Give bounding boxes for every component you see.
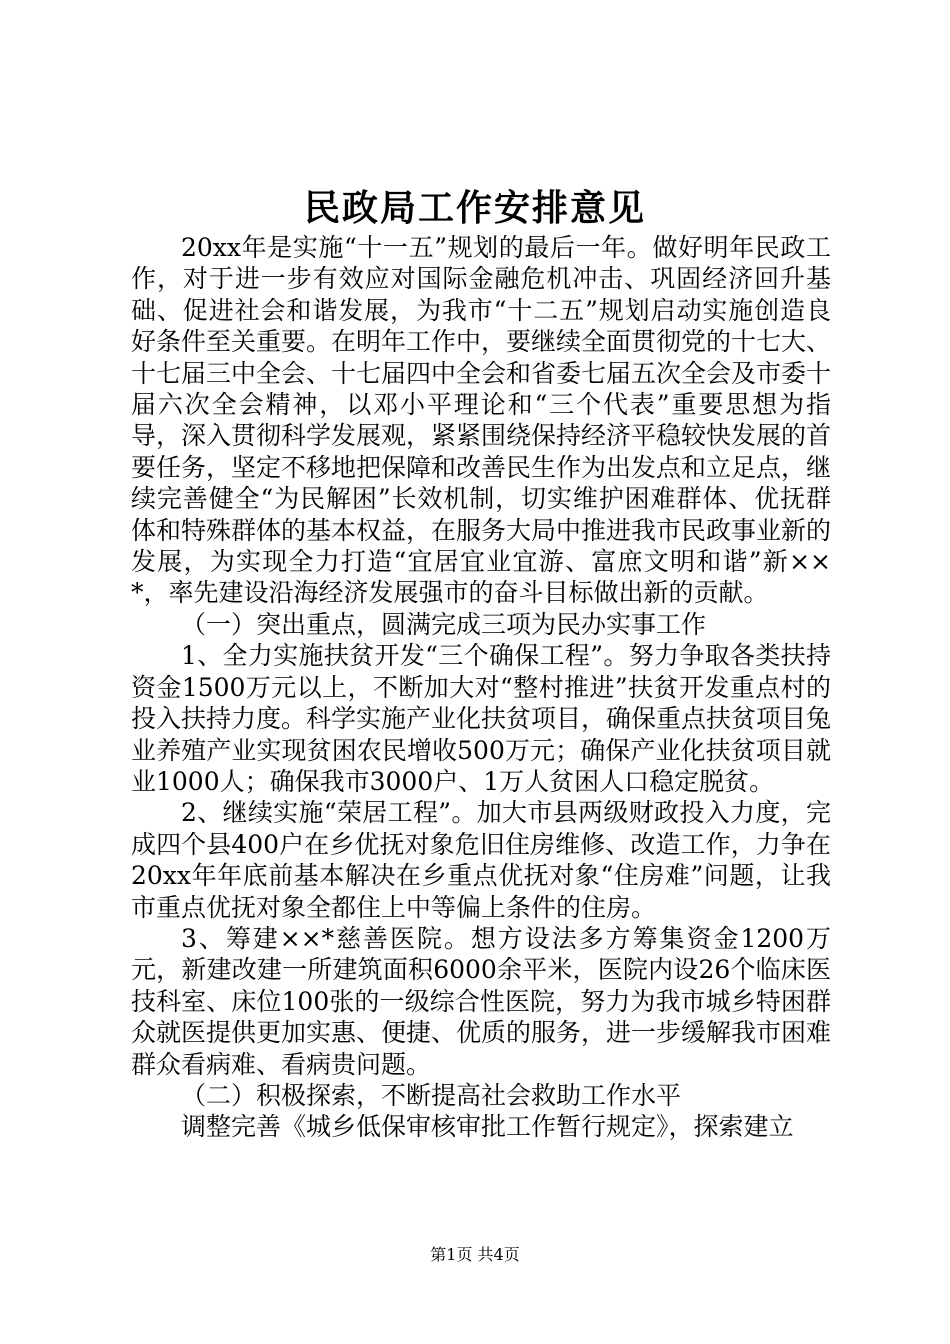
paragraph-continued: 调整完善《城乡低保审核审批工作暂行规定》，探索建立	[181, 1112, 794, 1142]
paragraph-item-1: 1、全力实施扶贫开发“三个确保工程”。努力争取各类扶持资金1500万元以上，不断加大对“整村推进”扶贫开发重点村的投入扶持力度。科学实施产业化扶贫项目，确保重点扶贫项目兔业养殖产业实现贫困农民增收500万元；确保产业化扶贫项目就业1000人；确保我市3000户、1万人贫困人口稳定脱贫。	[131, 641, 832, 796]
section-heading-1: （一）突出重点，圆满完成三项为民办实事工作	[181, 609, 707, 639]
paragraph-item-3: 3、筹建××*慈善医院。想方设法多方筹集资金1200万元，新建改建一所建筑面积6000余平米，医院内设26个临床医技科室、床位100张的一级综合性医院，努力为我市城乡特困群众就医提供更加实惠、便捷、优质的服务，进一步缓解我市困难群众看病难、看病贵问题。	[131, 923, 832, 1079]
document-title: 民政局工作安排意见	[303, 187, 646, 229]
paragraph-intro: 20xx年是实施“十一五”规划的最后一年。做好明年民政工作，对于进一步有效应对国际金融危机冲击、巩固经济回升基础、促进社会和谐发展，为我市“十二五”规划启动实施创造良好条件至关重要。在明年工作中，要继续全面贯彻党的十七大、十七届三中全会、十七届四中全会和省委七届五次全会及市委十届六次全会精神，以邓小平理论和“三个代表”重要思想为指导，深入贯彻科学发展观，紧紧围绕保持经济平稳较快发展的首要任务，坚定不移地把保障和改善民生作为出发点和立足点，继续完善健全“为民解困”长效机制，切实维护困难群体、优抚群体和特殊群体的基本权益，在服务大局中推进我市民政事业新的发展，为实现全力打造“宜居宜业宜游、富庶文明和谐”新××*，率先建设沿海经济发展强市的奋斗目标做出新的贡献。	[131, 233, 832, 608]
section-heading-2: （二）积极探索，不断提高社会救助工作水平	[181, 1080, 682, 1110]
document-body	[131, 232, 831, 1143]
page-footer: 第1页 共4页	[430, 1245, 520, 1264]
paragraph-item-2: 2、继续实施“荣居工程”。加大市县两级财政投入力度，完成四个县400户在乡优抚对象危旧住房维修、改造工作，力争在20xx年年底前基本解决在乡重点优抚对象“住房难”问题，让我市重点优抚对象全都住上中等偏上条件的住房。	[131, 798, 831, 922]
